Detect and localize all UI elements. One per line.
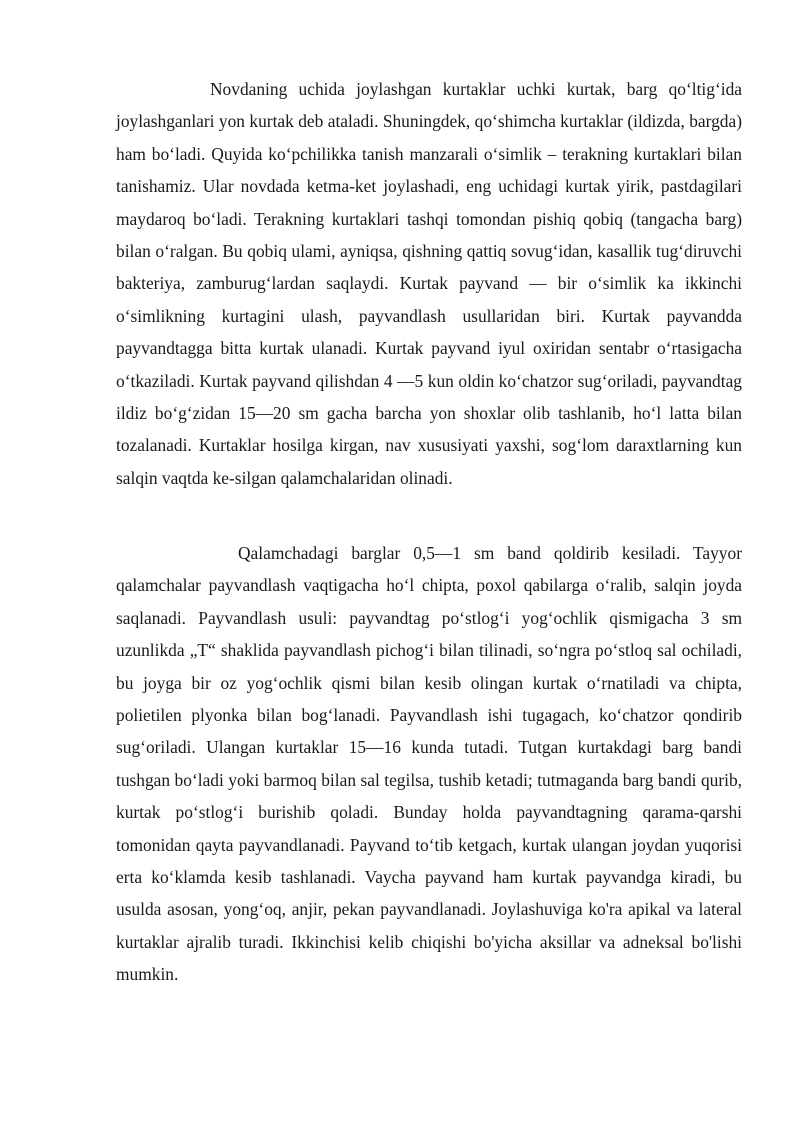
body-paragraph-1: Novdaning uchida joylashgan kurtaklar uchki kurtak, barg qo‘ltig‘ida joylashganlari yon kurtak deb ataladi. Shuningdek, qo‘shimcha kurtaklar (ildizda, bargda) ham bo‘ladi. Quyida ko‘pchilikka tanish manzarali o‘simlik – terakning kurtaklari bilan tanishamiz. Ular novdada ketma-ket joylashadi, eng uchidagi kurtak yirik, pastdagilari maydaroq bo‘ladi. Terakning kurtaklari tashqi tomondan pishiq qobiq (tangacha barg) bilan o‘ralgan. Bu qobiq ulami, ayniqsa, qishning qattiq sovug‘idan, kasallik tug‘diruvchi bakteriya, zamburug‘lardan saqlaydi. Kurtak payvand — bir o‘simlik ka ikkinchi o‘simlikning kurtagini ulash, payvandlash usullaridan biri. Kurtak payvandda payvandtagga bitta kurtak ulanadi. Kurtak payvand iyul oxiridan sentabr o‘rtasigacha o‘tkaziladi. Kurtak payvand qilishdan 4 —5 kun oldin ko‘chatzor sug‘oriladi, payvandtag ildiz bo‘g‘zidan 15—20 sm gacha barcha yon shoxlar olib tashlanib, ho‘l latta bilan tozalanadi. Kurtaklar hosilga kirgan, nav xususiyati yaxshi, sog‘lom daraxtlarning kun salqin vaqtda ke-silgan qalamchalaridan olinadi. — [116, 79, 742, 488]
body-paragraph-2: Qalamchadagi barglar 0,5—1 sm band qoldirib kesiladi. Tayyor qalamchalar payvandlash vaqtigacha ho‘l chipta, poxol qabilarga o‘ralib, salqin joyda saqlanadi. Payvandlash usuli: payvandtag po‘stlog‘i yog‘ochlik qismigacha 3 sm uzunlikda „T“ shaklida payvandlash pichog‘i bilan tilinadi, so‘ngra po‘stloq sal ochiladi, bu joyga bir oz yog‘ochlik qismi bilan kesib olingan kurtak o‘rnatiladi va chipta, polietilen plyonka bilan bog‘lanadi. Payvandlash ishi tugagach, ko‘chatzor qondirib sug‘oriladi. Ulangan kurtaklar 15—16 kunda tutadi. Tutgan kurtakdagi barg bandi tushgan bo‘ladi yoki barmoq bilan sal tegilsa, tushib ketadi; tutmaganda barg bandi qurib, kurtak po‘stlog‘i burishib qoladi. Bunday holda payvandtagning qarama-qarshi tomonidan qayta payvandlanadi. Payvand to‘tib ketgach, kurtak ulangan joydan yuqorisi erta ko‘klamda kesib tashlanadi. Vaycha payvand ham kurtak payvandga kiradi, bu usulda asosan, yong‘oq, anjir, pekan payvandlanadi. Joylashuviga ko'ra apikal va lateral kurtaklar ajralib turadi. Ikkinchisi kelib chiqishi bo'yicha aksillar va adneksal bo'lishi mumkin. — [116, 543, 742, 985]
